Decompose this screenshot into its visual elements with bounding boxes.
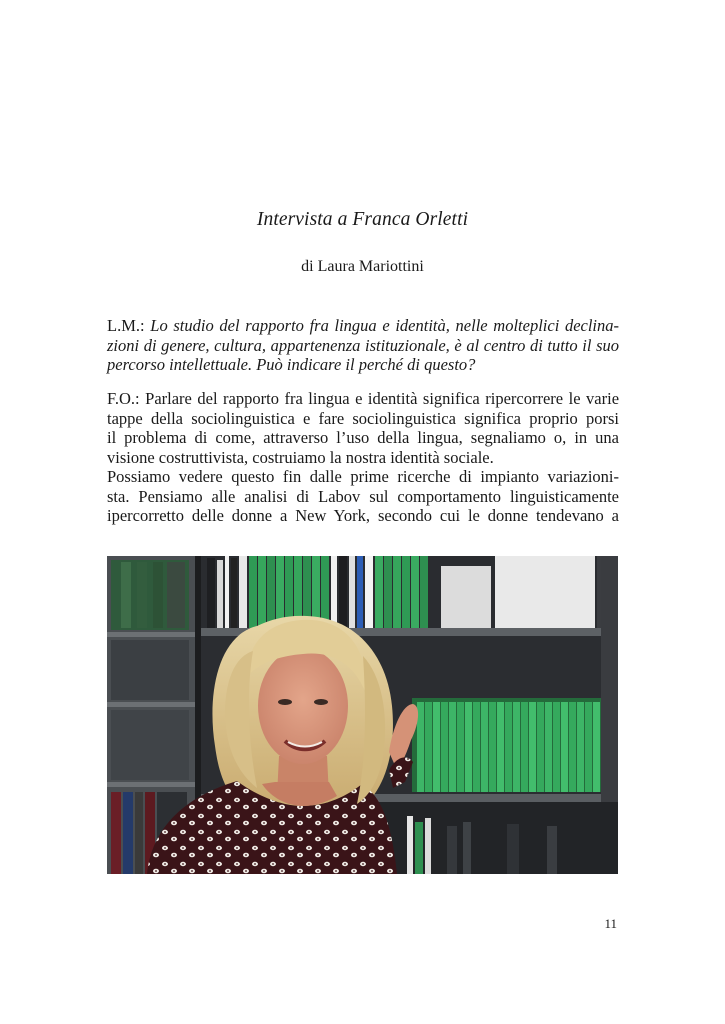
portrait-photo	[107, 556, 618, 874]
question-text-1: Lo studio del rapporto fra lingua e identità, nelle molteplici declina-	[150, 316, 620, 335]
answer-line-2: tappe della sociolinguistica e fare sociolinguistica significa proprio porsi	[107, 408, 619, 428]
answer-speaker: F.O.:	[107, 389, 140, 408]
article-title: Intervista a Franca Orletti	[256, 209, 469, 230]
answer-line-7: ipercorretto delle donne a New York, secondo cui le donne tendevano a	[107, 506, 619, 525]
answer-line-6: sta. Pensiamo alle analisi di Labov sul comportamento linguisticamente	[107, 486, 619, 506]
article-byline: di Laura Mariottini	[301, 258, 424, 275]
answer-text-1: Parlare del rapporto fra lingua e identità significa ripercorrere le varie	[145, 389, 620, 408]
answer-line-5: Possiamo vedere questo fin dalle prime ricerche di impianto variazioni-	[107, 467, 619, 486]
answer-line-3: il problema di come, attraverso l’uso della lingua, segnaliamo o, in una	[107, 428, 619, 447]
question-speaker: L.M.:	[107, 316, 145, 335]
answer-line-1	[107, 389, 619, 409]
question-line-2: zioni di genere, cultura, appartenenza istituzionale, è al centro di tutto il suo	[107, 335, 619, 355]
question-line-3: percorso intellettuale. Può indicare il perché di questo?	[107, 355, 476, 374]
answer-paragraph	[107, 389, 619, 526]
question-paragraph	[107, 316, 619, 375]
answer-line-4: visione costruttivista, costruiamo la nostra identità sociale.	[107, 447, 494, 467]
question-line-1	[107, 316, 619, 336]
photo-illustration	[107, 556, 618, 874]
page-number: 11	[604, 916, 617, 931]
